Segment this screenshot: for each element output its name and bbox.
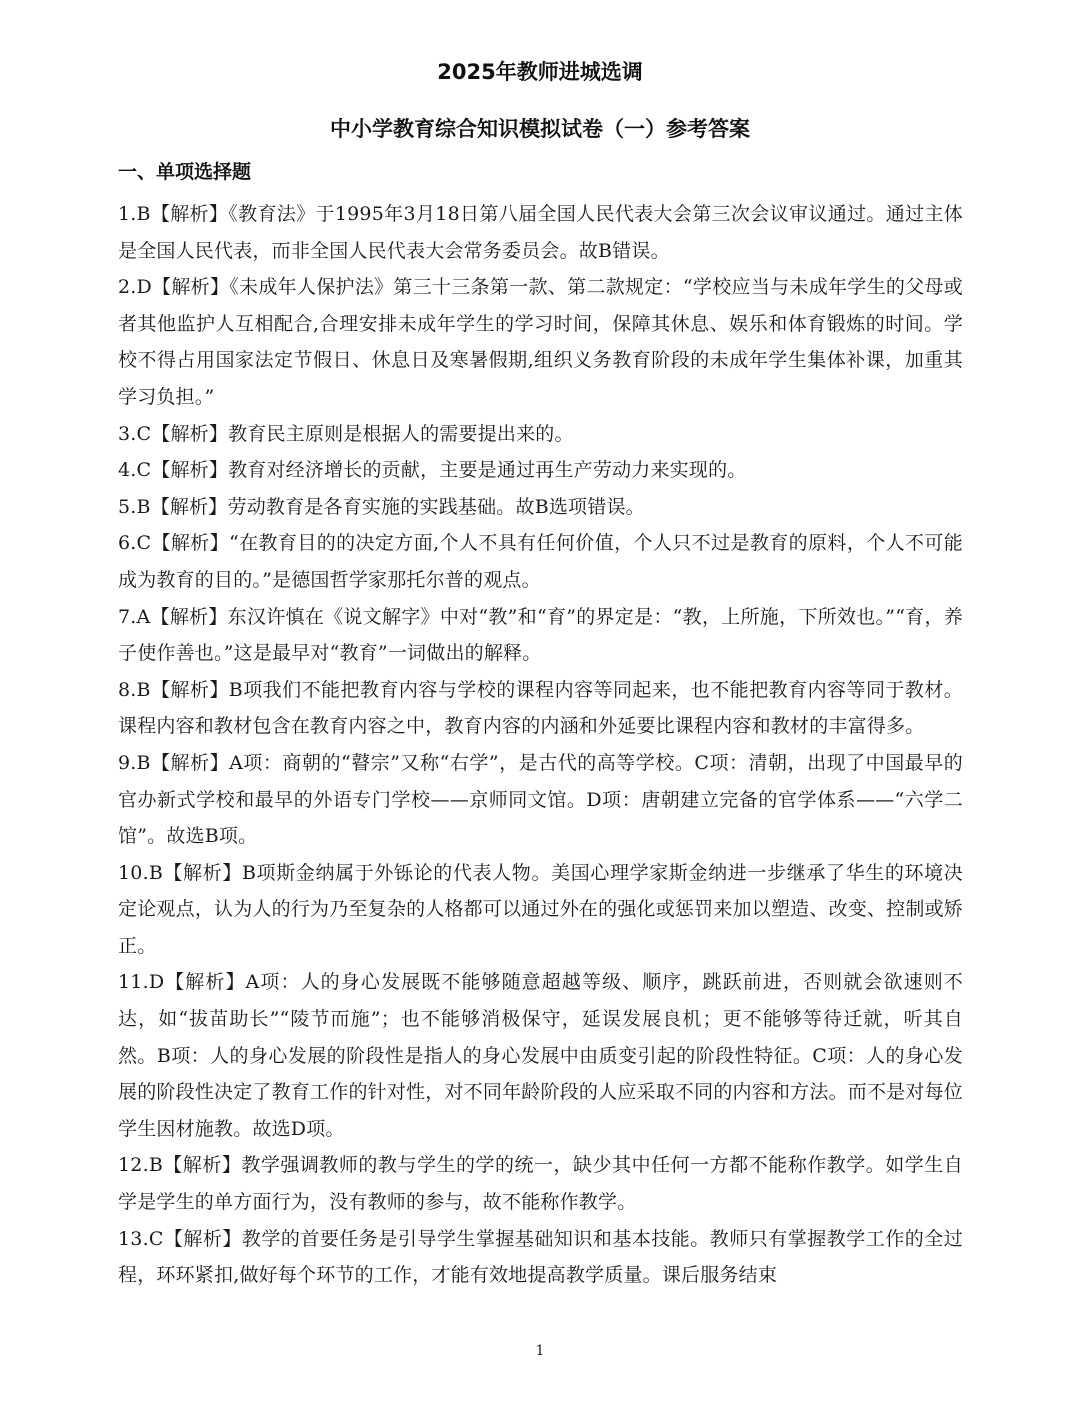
answer-item-4: 4.C【解析】教育对经济增长的贡献，主要是通过再生产劳动力来实现的。 <box>118 459 747 482</box>
answer-item-2: 2.D【解析】《未成年人保护法》第三十三条第一款、第二款规定：“学校应当与未成年学生的父母或者其他监护人互相配合,合理安排未成年学生的学习时间，保障其休息、娱乐和体育锻炼的时间。学校不得占用国家法定节假日、休息日及寒暑假期,组织义务教育阶段的未成年学生集体补课，加重其学习负担。” <box>118 276 963 408</box>
answer-item-9: 9.B【解析】A项：商朝的“瞽宗”又称“右学”，是古代的高等学校。C项：清朝，出现了中国最早的官办新式学校和最早的外语专门学校——京师同文馆。D项：唐朝建立完备的官学体系——“六学二馆”。故选B项。 <box>118 751 963 848</box>
answer-item-10: 10.B【解析】B项斯金纳属于外铄论的代表人物。美国心理学家斯金纳进一步继承了华生的环境决定论观点，认为人的行为乃至复杂的人格都可以通过外在的强化或惩罚来加以塑造、改变、控制或矫正。 <box>118 861 963 957</box>
answer-item-1: 1.B【解析】《教育法》于1995年3月18日第八届全国人民代表大会第三次会议审议通过。通过主体是全国人民代表，而非全国人民代表大会常务委员会。故B错误。 <box>118 203 963 262</box>
document-subtitle: 中小学教育综合知识模拟试卷（一）参考答案 <box>330 117 750 141</box>
answer-item-5: 5.B【解析】劳动教育是各育实施的实践基础。故B选项错误。 <box>118 495 645 518</box>
answer-list <box>118 196 963 1294</box>
page-number: 1 <box>535 1343 545 1359</box>
answer-item-12: 12.B【解析】教学强调教师的教与学生的学的统一，缺少其中任何一方都不能称作教学。如学生自学是学生的单方面行为，没有教师的参与，故不能称作教学。 <box>118 1154 963 1214</box>
answer-item-8: 8.B【解析】B项我们不能把教育内容与学校的课程内容等同起来，也不能把教育内容等同于教材。课程内容和教材包含在教育内容之中，教育内容的内涵和外延要比课程内容和教材的丰富得多。 <box>118 678 963 738</box>
answer-item-7: 7.A【解析】东汉许慎在《说文解字》中对“教”和“育”的界定是：“教，上所施，下所效也。”“育，养子使作善也。”这是最早对“教育”一词做出的解释。 <box>118 605 963 665</box>
answer-item-13: 13.C【解析】教学的首要任务是引导学生掌握基础知识和基本技能。教师只有掌握教学工作的全过程，环环紧扣,做好每个环节的工作，才能有效地提高教学质量。课后服务结束 <box>118 1227 963 1287</box>
answer-item-3: 3.C【解析】教育民主原则是根据人的需要提出来的。 <box>118 422 574 445</box>
answer-item-11: 11.D【解析】A项：人的身心发展既不能够随意超越等级、顺序，跳跃前进，否则就会欲速则不达，如“拔苗助长”“陵节而施”；也不能够消极保守，延误发展良机；更不能够等待迁就，听其自然。B项：人的身心发展的阶段性是指人的身心发展中由质变引起的阶段性特征。C项：人的身心发展的阶段性决定了教育工作的针对性，对不同年龄阶段的人应采取不同的内容和方法。而不是对每位学生因材施教。故选D项。 <box>118 971 963 1140</box>
document-title: 2025年教师进城选调 <box>437 60 643 84</box>
section-heading: 一、单项选择题 <box>118 161 252 183</box>
answer-item-6: 6.C【解析】“在教育目的的决定方面,个人不具有任何价值，个人只不过是教育的原料，个人不可能成为教育的目的。”是德国哲学家那托尔普的观点。 <box>118 532 963 591</box>
